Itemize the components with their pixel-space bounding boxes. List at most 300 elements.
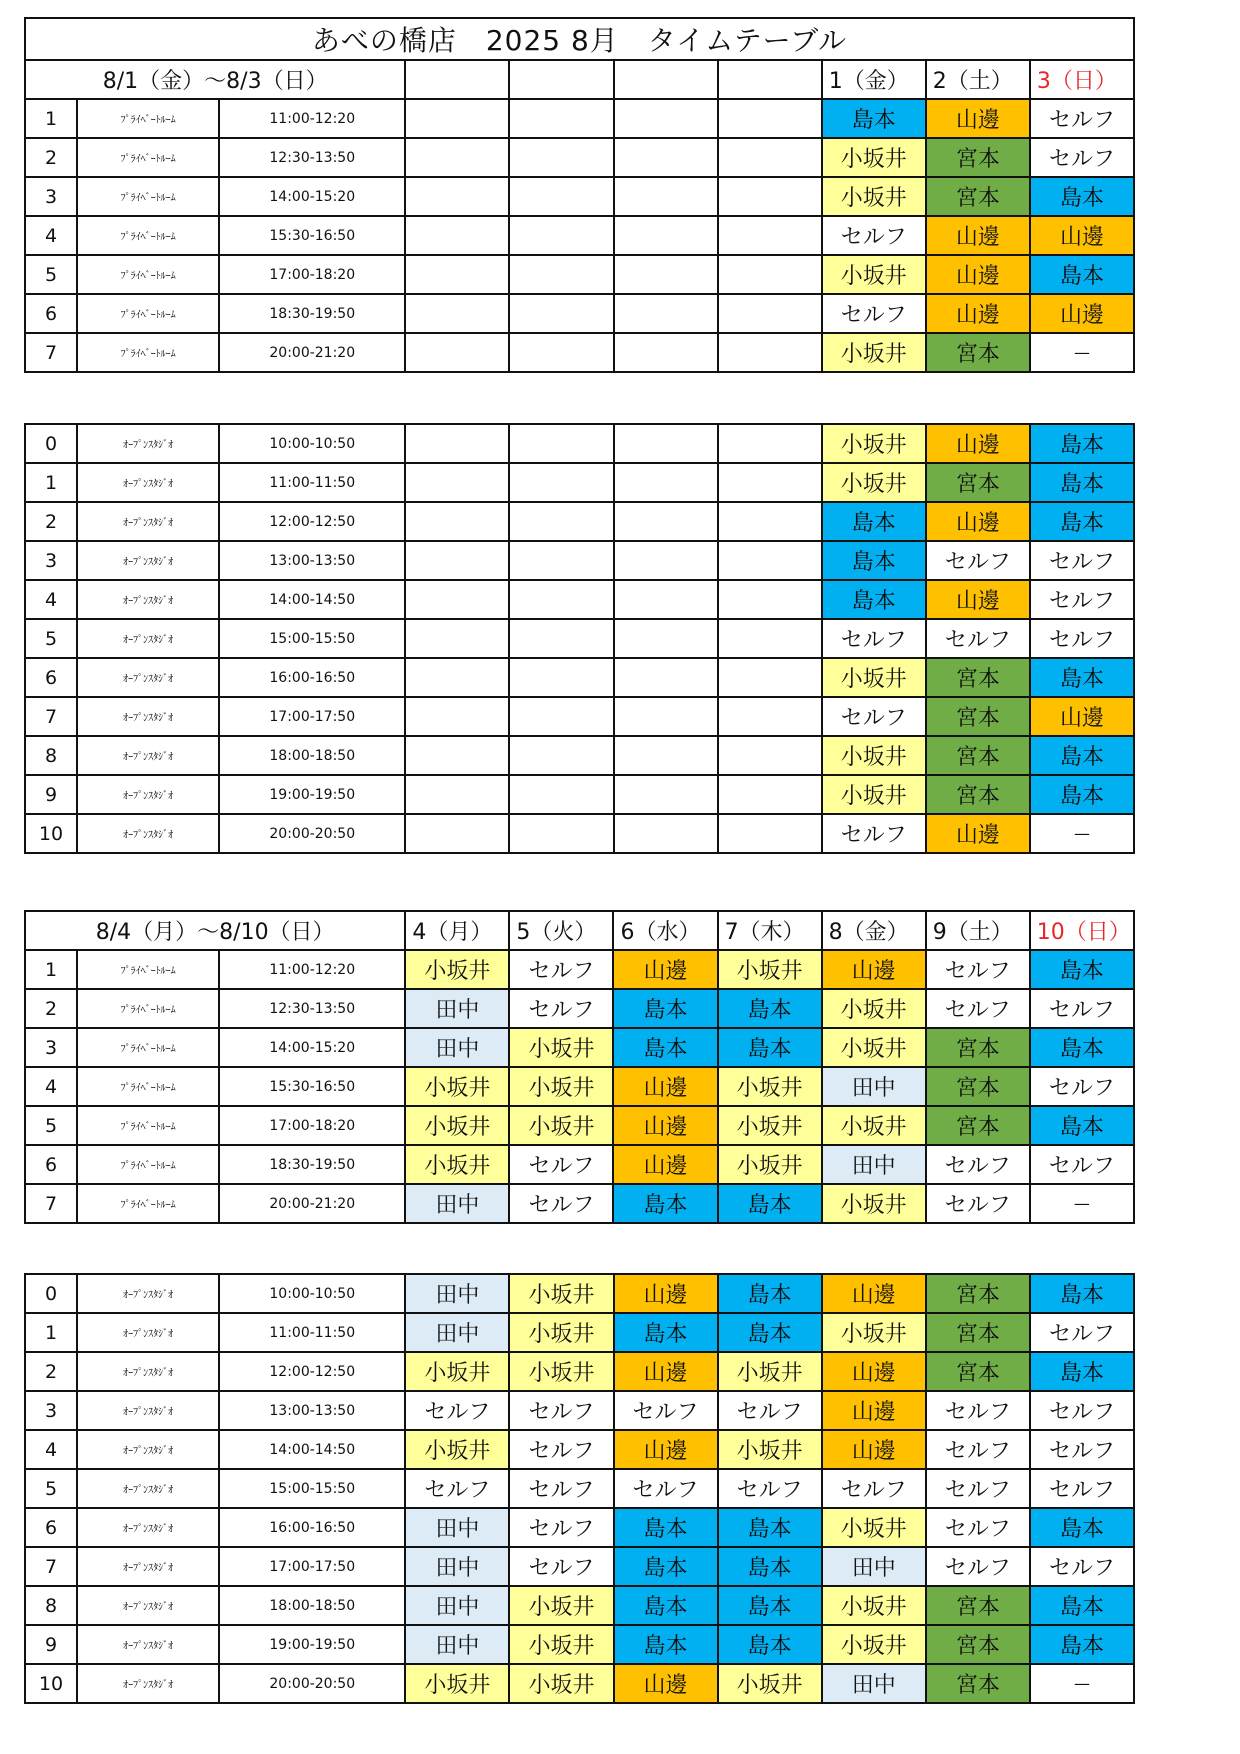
page-title: あべの橋店 2025 8月 タイムテーブル [25, 18, 1134, 60]
staff-cell: 島本 [718, 1028, 822, 1067]
day-header: 8（金） [822, 911, 926, 950]
staff-cell: 田中 [405, 1547, 509, 1586]
staff-cell: 小坂井 [509, 1352, 613, 1391]
table-row [25, 1586, 1134, 1625]
table-row [25, 1625, 1134, 1664]
room-type: ﾌﾟﾗｲﾍﾞｰﾄﾙｰﾑ [77, 255, 219, 294]
staff-cell: 小坂井 [718, 1106, 822, 1145]
staff-cell: セルフ [1030, 1067, 1134, 1106]
staff-cell [509, 333, 613, 372]
staff-cell [614, 502, 718, 541]
staff-cell: 宮本 [926, 1106, 1030, 1145]
staff-cell: 田中 [405, 1625, 509, 1664]
date-range: 8/1（金）～8/3（日） [25, 60, 405, 99]
table-row [25, 1313, 1134, 1352]
table-row [25, 502, 1134, 541]
staff-cell: 島本 [1030, 1274, 1134, 1313]
staff-cell: 島本 [1030, 658, 1134, 697]
staff-cell: 田中 [822, 1145, 926, 1184]
staff-cell [614, 814, 718, 853]
staff-cell: 小坂井 [822, 1586, 926, 1625]
staff-cell [509, 463, 613, 502]
staff-cell: 島本 [1030, 1625, 1134, 1664]
staff-cell: セルフ [926, 950, 1030, 989]
staff-cell: 小坂井 [718, 950, 822, 989]
room-type: ﾌﾟﾗｲﾍﾞｰﾄﾙｰﾑ [77, 1184, 219, 1223]
staff-cell: 小坂井 [405, 1106, 509, 1145]
staff-cell [718, 424, 822, 463]
header-row [25, 60, 1134, 99]
staff-cell: セルフ [509, 1469, 613, 1508]
time-slot: 14:00-15:20 [219, 1028, 405, 1067]
room-type: ｵｰﾌﾟﾝｽﾀｼﾞｵ [77, 814, 219, 853]
staff-cell: 小坂井 [822, 424, 926, 463]
staff-cell [614, 463, 718, 502]
header-row [25, 911, 1134, 950]
slot-number: 2 [25, 989, 77, 1028]
staff-cell [718, 619, 822, 658]
time-slot: 10:00-10:50 [219, 424, 405, 463]
staff-cell: 山邊 [1030, 697, 1134, 736]
staff-cell: 田中 [405, 1508, 509, 1547]
staff-cell: セルフ [405, 1391, 509, 1430]
time-slot: 16:00-16:50 [219, 658, 405, 697]
staff-cell [614, 775, 718, 814]
staff-cell: 小坂井 [718, 1664, 822, 1703]
staff-cell: セルフ [614, 1469, 718, 1508]
time-slot: 19:00-19:50 [219, 775, 405, 814]
staff-cell: 島本 [613, 1028, 717, 1067]
staff-cell: 山邊 [926, 814, 1030, 853]
staff-cell: 山邊 [926, 294, 1030, 333]
staff-cell: 田中 [405, 1274, 509, 1313]
slot-number: 3 [25, 1391, 77, 1430]
staff-cell: 田中 [405, 1028, 509, 1067]
staff-cell: セルフ [822, 216, 926, 255]
time-slot: 15:30-16:50 [219, 216, 405, 255]
staff-cell [614, 177, 718, 216]
table-row [25, 1430, 1134, 1469]
staff-cell: 小坂井 [405, 950, 509, 989]
staff-cell: セルフ [822, 294, 926, 333]
time-slot: 17:00-18:20 [219, 1106, 405, 1145]
staff-cell [405, 463, 509, 502]
slot-number: 0 [25, 1274, 77, 1313]
staff-cell [509, 177, 613, 216]
table-row [25, 1184, 1134, 1223]
room-type: ｵｰﾌﾟﾝｽﾀｼﾞｵ [77, 1391, 219, 1430]
staff-cell [718, 99, 822, 138]
staff-cell [614, 697, 718, 736]
room-type: ｵｰﾌﾟﾝｽﾀｼﾞｵ [77, 1586, 219, 1625]
time-slot: 15:00-15:50 [219, 1469, 405, 1508]
staff-cell: セルフ [718, 1469, 822, 1508]
table-row [25, 99, 1134, 138]
staff-cell [718, 177, 822, 216]
staff-cell: セルフ [509, 950, 613, 989]
staff-cell [405, 424, 509, 463]
staff-cell [509, 424, 613, 463]
table-row [25, 697, 1134, 736]
timetable-week1-open [24, 423, 1135, 854]
staff-cell: セルフ [926, 989, 1030, 1028]
staff-cell: 小坂井 [509, 1664, 613, 1703]
time-slot: 12:00-12:50 [219, 502, 405, 541]
staff-cell: 小坂井 [509, 1067, 613, 1106]
staff-cell: 山邊 [613, 950, 717, 989]
day-header: 1（金） [822, 60, 926, 99]
staff-cell [405, 658, 509, 697]
staff-cell: 小坂井 [509, 1586, 613, 1625]
staff-cell: セルフ [1030, 541, 1134, 580]
staff-cell: セルフ [926, 1184, 1030, 1223]
slot-number: 4 [25, 216, 77, 255]
room-type: ｵｰﾌﾟﾝｽﾀｼﾞｵ [77, 1469, 219, 1508]
slot-number: 6 [25, 1508, 77, 1547]
staff-cell: 宮本 [926, 775, 1030, 814]
staff-cell [509, 814, 613, 853]
slot-number: 1 [25, 99, 77, 138]
time-slot: 11:00-12:20 [219, 950, 405, 989]
room-type: ﾌﾟﾗｲﾍﾞｰﾄﾙｰﾑ [77, 1106, 219, 1145]
time-slot: 15:00-15:50 [219, 619, 405, 658]
staff-cell [614, 658, 718, 697]
staff-cell: 宮本 [926, 1664, 1030, 1703]
timetable-week2-open [24, 1273, 1135, 1704]
table-row [25, 1547, 1134, 1586]
staff-cell: 島本 [1030, 1508, 1134, 1547]
day-header: 10（日） [1030, 911, 1134, 950]
time-slot: 13:00-13:50 [219, 1391, 405, 1430]
staff-cell: 小坂井 [822, 1625, 926, 1664]
staff-cell: 田中 [405, 1586, 509, 1625]
room-type: ｵｰﾌﾟﾝｽﾀｼﾞｵ [77, 424, 219, 463]
staff-cell: 小坂井 [822, 989, 926, 1028]
table-row [25, 814, 1134, 853]
table-row [25, 1664, 1134, 1703]
time-slot: 14:00-14:50 [219, 580, 405, 619]
table-row [25, 1508, 1134, 1547]
table-row [25, 138, 1134, 177]
staff-cell: 山邊 [926, 99, 1030, 138]
table-row [25, 950, 1134, 989]
staff-cell: セルフ [926, 1547, 1030, 1586]
staff-cell [405, 580, 509, 619]
staff-cell: セルフ [509, 1145, 613, 1184]
slot-number: 10 [25, 814, 77, 853]
time-slot: 20:00-20:50 [219, 1664, 405, 1703]
day-header [718, 60, 822, 99]
staff-cell: 山邊 [614, 1274, 718, 1313]
room-type: ｵｰﾌﾟﾝｽﾀｼﾞｵ [77, 1625, 219, 1664]
time-slot: 13:00-13:50 [219, 541, 405, 580]
table-row [25, 989, 1134, 1028]
staff-cell: 小坂井 [822, 1508, 926, 1547]
staff-cell [718, 294, 822, 333]
staff-cell: セルフ [926, 541, 1030, 580]
staff-cell: 小坂井 [822, 138, 926, 177]
staff-cell: 島本 [614, 1547, 718, 1586]
time-slot: 11:00-11:50 [219, 1313, 405, 1352]
room-type: ｵｰﾌﾟﾝｽﾀｼﾞｵ [77, 541, 219, 580]
staff-cell [614, 294, 718, 333]
staff-cell [509, 502, 613, 541]
time-slot: 12:30-13:50 [219, 989, 405, 1028]
staff-cell [718, 697, 822, 736]
staff-cell [718, 775, 822, 814]
staff-cell: 小坂井 [718, 1352, 822, 1391]
staff-cell: セルフ [1030, 1313, 1134, 1352]
staff-cell: セルフ [509, 989, 613, 1028]
time-slot: 18:00-18:50 [219, 1586, 405, 1625]
slot-number: 5 [25, 255, 77, 294]
staff-cell: 島本 [822, 580, 926, 619]
staff-cell [405, 333, 509, 372]
timetable-section-3 [24, 910, 1135, 1224]
staff-cell: 島本 [718, 1625, 822, 1664]
staff-cell [718, 138, 822, 177]
staff-cell: — [1030, 1184, 1134, 1223]
room-type: ｵｰﾌﾟﾝｽﾀｼﾞｵ [77, 1274, 219, 1313]
room-type: ﾌﾟﾗｲﾍﾞｰﾄﾙｰﾑ [77, 99, 219, 138]
staff-cell: 山邊 [613, 1067, 717, 1106]
staff-cell: セルフ [1030, 99, 1134, 138]
staff-cell: 島本 [613, 1184, 717, 1223]
staff-cell: 宮本 [926, 1028, 1030, 1067]
day-header: 7（木） [718, 911, 822, 950]
timetable-week1-private [24, 17, 1135, 373]
staff-cell: セルフ [509, 1547, 613, 1586]
slot-number: 6 [25, 658, 77, 697]
staff-cell [509, 294, 613, 333]
slot-number: 9 [25, 775, 77, 814]
staff-cell [509, 697, 613, 736]
staff-cell: 小坂井 [822, 658, 926, 697]
staff-cell: 小坂井 [509, 1106, 613, 1145]
staff-cell: — [1030, 1664, 1134, 1703]
slot-number: 0 [25, 424, 77, 463]
staff-cell [614, 138, 718, 177]
staff-cell: 島本 [718, 1313, 822, 1352]
day-header: 3（日） [1030, 60, 1134, 99]
staff-cell [718, 463, 822, 502]
room-type: ﾌﾟﾗｲﾍﾞｰﾄﾙｰﾑ [77, 138, 219, 177]
staff-cell: セルフ [1030, 989, 1134, 1028]
table-row [25, 1469, 1134, 1508]
staff-cell: 小坂井 [718, 1145, 822, 1184]
staff-cell: 小坂井 [509, 1625, 613, 1664]
staff-cell [614, 216, 718, 255]
staff-cell: セルフ [1030, 1391, 1134, 1430]
staff-cell: 島本 [718, 1586, 822, 1625]
staff-cell [614, 736, 718, 775]
staff-cell: 小坂井 [822, 1028, 926, 1067]
table-row [25, 619, 1134, 658]
staff-cell: 山邊 [614, 1430, 718, 1469]
staff-cell [405, 736, 509, 775]
staff-cell: 小坂井 [822, 177, 926, 216]
table-row [25, 1106, 1134, 1145]
staff-cell: 小坂井 [405, 1352, 509, 1391]
day-header: 6（水） [613, 911, 717, 950]
staff-cell: 島本 [614, 1586, 718, 1625]
staff-cell [718, 658, 822, 697]
staff-cell: — [1030, 814, 1134, 853]
staff-cell [718, 216, 822, 255]
timetable-section-1 [24, 17, 1135, 373]
timetable-section-2 [24, 423, 1135, 854]
staff-cell [405, 814, 509, 853]
time-slot: 17:00-17:50 [219, 1547, 405, 1586]
staff-cell: 小坂井 [822, 1106, 926, 1145]
time-slot: 12:30-13:50 [219, 138, 405, 177]
room-type: ｵｰﾌﾟﾝｽﾀｼﾞｵ [77, 1508, 219, 1547]
staff-cell: 山邊 [926, 580, 1030, 619]
staff-cell: 小坂井 [509, 1028, 613, 1067]
staff-cell [509, 541, 613, 580]
staff-cell [405, 138, 509, 177]
staff-cell: セルフ [509, 1430, 613, 1469]
table-row [25, 424, 1134, 463]
staff-cell [509, 736, 613, 775]
staff-cell: セルフ [1030, 1430, 1134, 1469]
time-slot: 20:00-20:50 [219, 814, 405, 853]
time-slot: 20:00-21:20 [219, 1184, 405, 1223]
staff-cell: 小坂井 [822, 736, 926, 775]
table-row [25, 216, 1134, 255]
staff-cell: 山邊 [822, 950, 926, 989]
slot-number: 6 [25, 1145, 77, 1184]
staff-cell: 小坂井 [405, 1067, 509, 1106]
staff-cell [614, 580, 718, 619]
staff-cell: セルフ [1030, 1145, 1134, 1184]
table-row [25, 294, 1134, 333]
staff-cell: 島本 [1030, 1028, 1134, 1067]
slot-number: 8 [25, 1586, 77, 1625]
staff-cell: 島本 [614, 1313, 718, 1352]
staff-cell [509, 99, 613, 138]
staff-cell [405, 775, 509, 814]
staff-cell: セルフ [509, 1391, 613, 1430]
staff-cell: セルフ [926, 1508, 1030, 1547]
table-row [25, 580, 1134, 619]
room-type: ﾌﾟﾗｲﾍﾞｰﾄﾙｰﾑ [77, 989, 219, 1028]
staff-cell: 宮本 [926, 333, 1030, 372]
slot-number: 7 [25, 333, 77, 372]
staff-cell: 島本 [1030, 463, 1134, 502]
staff-cell: 小坂井 [718, 1067, 822, 1106]
staff-cell: セルフ [509, 1508, 613, 1547]
staff-cell: 宮本 [926, 1352, 1030, 1391]
staff-cell: 田中 [822, 1547, 926, 1586]
staff-cell [614, 333, 718, 372]
time-slot: 10:00-10:50 [219, 1274, 405, 1313]
room-type: ﾌﾟﾗｲﾍﾞｰﾄﾙｰﾑ [77, 950, 219, 989]
slot-number: 3 [25, 541, 77, 580]
slot-number: 2 [25, 138, 77, 177]
staff-cell [509, 658, 613, 697]
staff-cell: 島本 [1030, 1106, 1134, 1145]
staff-cell: 小坂井 [509, 1313, 613, 1352]
slot-number: 5 [25, 1469, 77, 1508]
staff-cell: 田中 [405, 989, 509, 1028]
table-row [25, 1145, 1134, 1184]
staff-cell [405, 216, 509, 255]
day-header [509, 60, 613, 99]
room-type: ｵｰﾌﾟﾝｽﾀｼﾞｵ [77, 658, 219, 697]
staff-cell: 宮本 [926, 177, 1030, 216]
staff-cell: セルフ [822, 814, 926, 853]
staff-cell: セルフ [926, 619, 1030, 658]
staff-cell: 小坂井 [822, 775, 926, 814]
staff-cell: — [1030, 333, 1134, 372]
table-row [25, 1391, 1134, 1430]
room-type: ﾌﾟﾗｲﾍﾞｰﾄﾙｰﾑ [77, 216, 219, 255]
room-type: ﾌﾟﾗｲﾍﾞｰﾄﾙｰﾑ [77, 1145, 219, 1184]
staff-cell: セルフ [614, 1391, 718, 1430]
room-type: ｵｰﾌﾟﾝｽﾀｼﾞｵ [77, 1430, 219, 1469]
staff-cell: 山邊 [822, 1274, 926, 1313]
slot-number: 5 [25, 619, 77, 658]
staff-cell [405, 541, 509, 580]
time-slot: 18:30-19:50 [219, 294, 405, 333]
staff-cell: 島本 [613, 989, 717, 1028]
time-slot: 18:30-19:50 [219, 1145, 405, 1184]
timetable-week2-private [24, 910, 1135, 1224]
staff-cell: 山邊 [926, 255, 1030, 294]
staff-cell: 島本 [614, 1625, 718, 1664]
staff-cell [614, 541, 718, 580]
slot-number: 2 [25, 502, 77, 541]
time-slot: 20:00-21:20 [219, 333, 405, 372]
staff-cell [405, 697, 509, 736]
staff-cell: セルフ [822, 1469, 926, 1508]
staff-cell: 島本 [1030, 502, 1134, 541]
time-slot: 18:00-18:50 [219, 736, 405, 775]
staff-cell: 宮本 [926, 1313, 1030, 1352]
staff-cell: 田中 [822, 1067, 926, 1106]
staff-cell [718, 814, 822, 853]
staff-cell: 宮本 [926, 1274, 1030, 1313]
room-type: ﾌﾟﾗｲﾍﾞｰﾄﾙｰﾑ [77, 333, 219, 372]
day-header: 4（月） [405, 911, 509, 950]
slot-number: 7 [25, 1184, 77, 1223]
staff-cell: セルフ [926, 1430, 1030, 1469]
room-type: ｵｰﾌﾟﾝｽﾀｼﾞｵ [77, 697, 219, 736]
staff-cell: 島本 [1030, 736, 1134, 775]
staff-cell: セルフ [509, 1184, 613, 1223]
staff-cell [509, 775, 613, 814]
staff-cell: 小坂井 [822, 1313, 926, 1352]
staff-cell: セルフ [405, 1469, 509, 1508]
staff-cell: 小坂井 [718, 1430, 822, 1469]
staff-cell [405, 255, 509, 294]
table-row [25, 541, 1134, 580]
time-slot: 17:00-18:20 [219, 255, 405, 294]
table-row [25, 775, 1134, 814]
slot-number: 3 [25, 177, 77, 216]
room-type: ｵｰﾌﾟﾝｽﾀｼﾞｵ [77, 1664, 219, 1703]
staff-cell: 島本 [822, 541, 926, 580]
day-header: 2（土） [926, 60, 1030, 99]
time-slot: 11:00-11:50 [219, 463, 405, 502]
staff-cell [718, 502, 822, 541]
slot-number: 2 [25, 1352, 77, 1391]
staff-cell [718, 333, 822, 372]
staff-cell [405, 502, 509, 541]
table-row [25, 255, 1134, 294]
staff-cell: 小坂井 [822, 333, 926, 372]
